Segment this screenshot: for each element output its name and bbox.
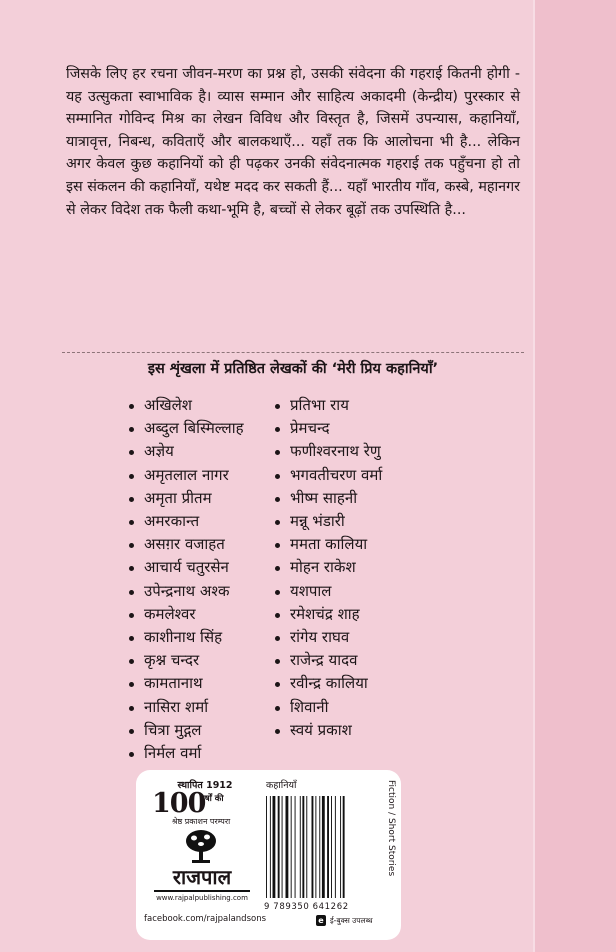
publisher-logo: राजपाल [172,865,232,889]
author-item: कमलेश्वर [129,603,244,626]
author-item: असग़र वजाहत [129,533,244,556]
author-item: अब्दुल बिस्मिल्लाह [129,417,244,440]
spine-fold-line [533,0,535,952]
author-item: कृश्न चन्दर [129,649,244,672]
author-list-left [129,394,244,765]
established-year: स्थापित 1912 [177,780,233,791]
author-item: भगवतीचरण वर्मा [275,464,382,487]
author-item: उपेन्द्रनाथ अश्क [129,580,244,603]
series-heading: इस शृंखला में प्रतिष्ठित लेखकों की ‘मेरी प्रिय कहानियाँ’ [147,361,439,377]
author-item: फणीश्वरनाथ रेणु [275,440,382,463]
ebook-label: ई-बुक्स उपलब्ध [330,916,373,925]
author-item: प्रतिभा राय [275,394,382,417]
author-item: रांगेय राघव [275,626,382,649]
author-item: रमेशचंद्र शाह [275,603,382,626]
logo-underline [154,890,250,892]
ebook-icon: e [316,915,326,926]
author-item: अमरकान्त [129,510,244,533]
book-blurb: जिसके लिए हर रचना जीवन-मरण का प्रश्न हो, उसकी संवेदना की गहराई कितनी होगी - यह उत्सुकता स्वाभाविक है। व्यास सम्मान और साहित्य अकादमी (केन्द्रीय) पुरस्कार से सम्मानित गोविन्द मिश्र का लेखन विविध और विस्तृत है, जिसमें उपन्यास, कहानियाँ, यात्रावृत्त, निबन्ध, कविताएँ और बालकथाएँ... यहाँ तक कि आलोचना भी है... लेकिन अगर केवल कुछ कहानियों को ही पढ़कर उनकी संवेदनात्मक गहराई तक पहुँचना हो तो इस संकलन की कहानियाँ, यथेष्ट मदद कर सकती हैं... यहाँ भारतीय गाँव, कस्बे, महानगर से लेकर विदेश तक फैली कथा-भूमि है, बच्चों से लेकर बूढ़ों तक उपस्थिति है... [66,66,520,218]
years-label: वर्षों की [200,794,224,804]
author-item: भीष्म साहनी [275,487,382,510]
publisher-barcode-panel [136,770,401,940]
author-item: अखिलेश [129,394,244,417]
author-item: ममता कालिया [275,533,382,556]
author-item: निर्मल वर्मा [129,742,244,765]
author-item: काशीनाथ सिंह [129,626,244,649]
author-item: अमृतलाल नागर [129,464,244,487]
category-vertical-label: Fiction / Short Stories [386,780,396,877]
hundred-years-number: 100 [152,788,206,819]
author-item: रवीन्द्र कालिया [275,672,382,695]
author-item: स्वयं प्रकाश [275,719,382,742]
author-item: यशपाल [275,580,382,603]
author-item: अमृता प्रीतम [129,487,244,510]
isbn-number: 9 789350 641262 [264,902,349,912]
author-item: अज्ञेय [129,440,244,463]
author-item: आचार्य चतुरसेन [129,556,244,579]
tree-logo-icon [183,828,219,864]
author-item: चित्रा मुद्गल [129,719,244,742]
dashed-divider [62,352,524,353]
book-spine [535,0,616,952]
publisher-website: www.rajpalpublishing.com [156,894,248,902]
facebook-link: facebook.com/rajpalandsons [144,914,267,924]
author-item: कामतानाथ [129,672,244,695]
author-list-right [275,394,382,742]
publisher-tagline: श्रेष्ठ प्रकाशन परम्परा [171,817,231,826]
author-item: मोहन राकेश [275,556,382,579]
author-item: नासिरा शर्मा [129,696,244,719]
author-item: शिवानी [275,696,382,719]
author-item: मन्नू भंडारी [275,510,382,533]
isbn-barcode [264,796,374,898]
author-item: प्रेमचन्द [275,417,382,440]
author-item: राजेन्द्र यादव [275,649,382,672]
genre-label: कहानियाँ [266,780,297,791]
